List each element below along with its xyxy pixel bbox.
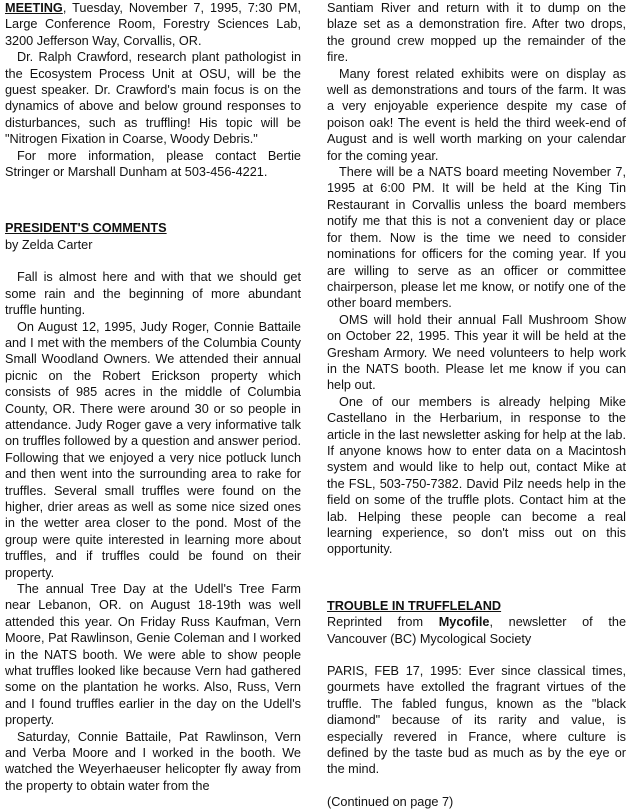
section-spacer	[5, 180, 301, 220]
right-paragraph-2: Many forest related exhibits were on display as well as demonstrations and tours of the farm. It was a very enjoyable experience despite my case of poison oak! The event is held the third week-end of August and is well worth marking on your calendar for the coming year.	[327, 66, 626, 163]
meeting-paragraph	[5, 0, 301, 49]
right-paragraph-1: Santiam River and return with it to dump on the blaze set as a demonstration fire. After two drops, the ground crew mopped up the remainder of the fire.	[327, 1, 626, 65]
presidents-paragraph-2: On August 12, 1995, Judy Roger, Connie Battaile and I met with the members of the Columbia County Small Woodland Owners. We attended their annual picnic on the Robert Erickson property which consists of 985 acres in the middle of Columbia County, OR. There were around 30 or so people in attendance. Judy Roger gave a very informative talk on truffles followed by a question and answer period. Following that we enjoyed a very nice potluck lunch and then went into the surrounding area to rake for truffles. Several small truffles were found on the higher, drier areas as well as some nice sized ones in the wetter area closer to the pond. Most of the group were quite interested in learning more about truffles, and if truffles could be found on their property.	[5, 319, 301, 580]
trouble-reprint-note	[327, 614, 626, 647]
continued-note: (Continued on page 7)	[327, 794, 454, 809]
presidents-paragraph-3: The annual Tree Day at the Udell's Tree Farm near Lebanon, OR. on August 18-19th was well attended this year. On Friday Russ Kaufman, Vern Moore, Pat Rawlinson, Genie Coleman and I worked in the NATS booth. We were able to show people what truffles looked like because Vern had gathered some on the plantation he works. Also, Russ, Vern and I found truffles earlier in the day on the Udell's property.	[5, 582, 301, 728]
reprint-suffix: , newsletter of the Vancouver (BC) Mycological Society	[327, 615, 626, 646]
presidents-comments-byline: by Zelda Carter	[5, 237, 93, 252]
right-column	[327, 0, 626, 810]
right-paragraph-4: OMS will hold their annual Fall Mushroom Show on October 22, 1995. This year it will be held at the Gresham Armory. We need volunteers to help work in the NATS booth. Please let me know if you can help out.	[327, 312, 626, 393]
trouble-body: PARIS, FEB 17, 1995: Ever since classical times, gourmets have extolled the fragrant virtues of the truffle. The fabled fungus, known as the "black diamond" because of its rarity and value, is especially revered in France, where culture is defined by the taste bud as much as by the eye or the mind.	[327, 664, 626, 777]
byline-spacer	[5, 253, 301, 269]
section-spacer-right	[327, 558, 626, 598]
presidents-paragraph-4: Saturday, Connie Battaile, Pat Rawlinson, Vern and Verba Moore and I worked in the booth. We watched the Weyerhaeuser helicopter fly away from the property to obtain water from the	[5, 729, 301, 793]
reprint-prefix: Reprinted from	[327, 615, 439, 630]
right-paragraph-3: There will be a NATS board meeting November 7, 1995 at 6:00 PM. It will be held at the King Tin Restaurant in Corvallis unless the board members notify me that this is not a convenient day or place for them. Now is the time we need to consider nominations for officers for the coming year. If you are willing to serve as an officer or committee chairperson, please let me know, or notify one of the other board members.	[327, 165, 626, 311]
meeting-details: , Tuesday, November 7, 1995, 7:30 PM, Large Conference Room, Forestry Sciences Lab, 3200 Jefferson Way, Corvallis, OR.	[5, 1, 301, 48]
left-column	[5, 0, 301, 794]
meeting-speaker: Dr. Ralph Crawford, research plant pathologist in the Ecosystem Process Unit at OSU, will be the guest speaker. Dr. Crawford's main focus is on the dynamics of above and below ground responses to disturbances, such as truffling! His topic will be "Nitrogen Fixation in Coarse, Woody Debris."	[5, 50, 301, 147]
trouble-heading: TROUBLE IN TRUFFLELAND	[327, 598, 502, 613]
meeting-contact: For more information, please contact Bertie Stringer or Marshall Dunham at 503-456-4221.	[5, 148, 301, 180]
reprint-spacer	[327, 647, 626, 663]
presidents-paragraph-1: Fall is almost here and with that we should get some rain and the beginning of more abundant truffle hunting.	[5, 270, 301, 318]
continued-spacer	[327, 778, 626, 794]
reprint-source: Mycofile	[438, 615, 490, 630]
presidents-comments-heading: PRESIDENT'S COMMENTS	[5, 221, 167, 236]
right-paragraph-5: One of our members is already helping Mike Castellano in the Herbarium, in response to the article in the last newsletter asking for help at the lab. If anyone knows how to enter data on a Macintosh system and would like to help out, contact Mike at the FSL, 503-750-7382. David Pilz needs help in the field on some of the truffle plots. Contact him at the lab. Helping these people can become a real learning experience, so don't miss out on this opportunity.	[327, 394, 626, 557]
meeting-heading: MEETING	[5, 1, 63, 15]
